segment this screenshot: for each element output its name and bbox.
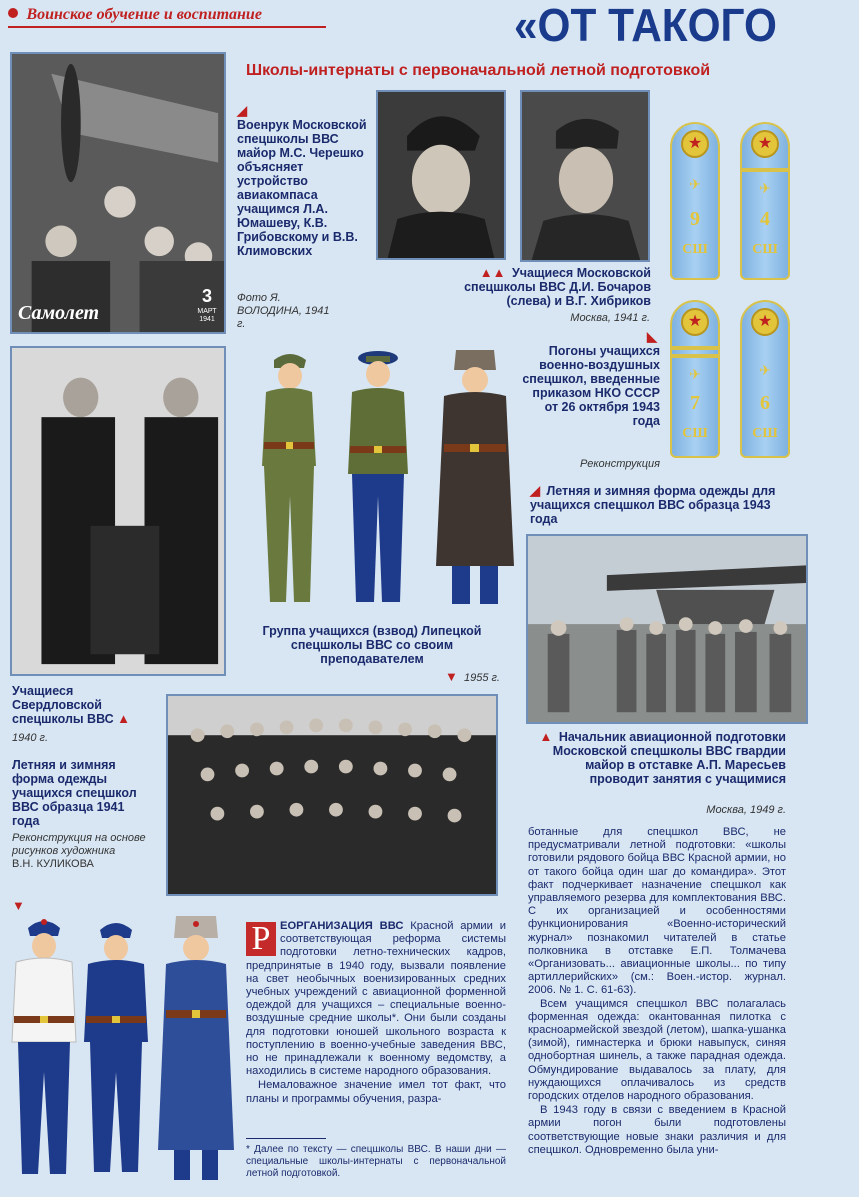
strap-label: СШ bbox=[682, 242, 708, 257]
caption-military-instructor: ◢ Военрук Московской спецшколы ВВС майор М.С. Черешко объясняет устройство авиакомпаса учащимся Л.А. Юмашеву, К.В. Грибовскому и В.В. Климовских bbox=[237, 103, 367, 258]
figure-summer-1941-drawing bbox=[8, 912, 80, 1182]
article-col2-p3: В 1943 году в связи с введением в Красной армии погон были подготовлены соответствующие новые знаки различия и для спецшкол. Одновременно была уни- bbox=[528, 1104, 786, 1156]
caption-uniform-1941: Летняя и зимняя форма одежды учащихся спецшкол ВВС образца 1941 года bbox=[12, 758, 137, 828]
article-lead: ЕОРГАНИЗАЦИЯ ВВС bbox=[280, 920, 404, 932]
figure-winter-1941-drawing bbox=[156, 910, 236, 1186]
wings-icon: ✈ bbox=[759, 180, 771, 196]
wings-icon: ✈ bbox=[759, 362, 771, 378]
figure-parade-1943-drawing bbox=[336, 346, 420, 610]
cover-logo: Самолет bbox=[18, 302, 100, 324]
star-icon: ★ bbox=[681, 308, 709, 336]
caption-students-moscow: ▲▲ Учащиеся Московской спецшколы ВВС Д.И. Бочаров (слева) и В.Г. Хибриков bbox=[464, 265, 651, 308]
caption-sverdlovsk: Учащиеся Свердловской спецшколы ВВС ▲ bbox=[12, 684, 131, 726]
caption-lipetsk: Группа учащихся (взвод) Липецкой спецшколы ВВС со своим преподавателем bbox=[262, 624, 482, 666]
portrait-bocharov bbox=[376, 90, 506, 260]
strap-number: 6 bbox=[760, 392, 770, 414]
pointer-down-icon: ▼ bbox=[12, 898, 25, 913]
portrait-bocharov-drawing bbox=[378, 92, 504, 258]
shoulder-strap-7 bbox=[670, 300, 720, 458]
section-title: Воинское обучение и воспитание bbox=[26, 6, 262, 23]
strap-label: СШ bbox=[752, 242, 778, 257]
credit-photo: Фото Я. ВОЛОДИНА, 1941 г. bbox=[237, 292, 330, 330]
photo-sverdlovsk-students bbox=[10, 346, 226, 676]
caption-shoulder-straps: ◣ Погоны учащихся военно-воздушных спецшкол, введенные приказом НКО СССР от 26 октября 1943 года bbox=[522, 329, 660, 428]
section-bullet-icon bbox=[8, 8, 18, 18]
article-col1-p1: Красной армии и соответствующая реформа системы подготовки летно-технических кадров, предпринятые в 1940 году, вызвали появление на свет необычных военизированных средних учебных учреждений с авиационной форменной одеждой для учащихся – специальные военно-воздушные средние школы*. Они были созданы для подготовки юношей школьного возраста к поступлению в военно-учебные заведения ВВС, но не принадлежали к военному ведомству, а находились в системе народного образования. bbox=[246, 920, 506, 1078]
star-icon: ★ bbox=[751, 308, 779, 336]
pointer-up-icon: ▲ bbox=[117, 711, 131, 726]
photo-lipetsk-group bbox=[166, 694, 498, 896]
note-moscow-1949: Москва, 1949 г. bbox=[706, 804, 786, 816]
cover-photo-drawing bbox=[12, 54, 224, 332]
strap-bar bbox=[672, 354, 718, 358]
wings-icon: ✈ bbox=[689, 366, 701, 382]
magazine-cover-photo bbox=[10, 52, 226, 334]
article-col2-p2: Всем учащимся спецшкол ВВС полагалась форменная одежда: окантованная пилотка с красноармейской звездой (летом), шапка-ушанка (зимой), гимнастерка и брюки навыпуск, синяя однобортная шинель, а также парадная одежда. Обмундирование выдавалось за плату, для нуждающихся оплачивалось из средств городских отделов народного образования. bbox=[528, 997, 786, 1103]
article-col2-p1: ботанные для спецшкол ВВС, не предусматривали летной подготовки: «школы готовили рядового бойца ВВС Красной армии, но от такого бойца один шаг до командира». Этот факт подчеркивает назначение спецшкол как управляемого резерва для комплектования ВВС. С их организацией и особенностями функционирования «Военно-исторический журнал» познакомил читателей в статье полковника в отставке Е.П. Толмачева «Организовать... авиационные школы... по типу артиллерийских» (см.: Воен.-истор. журнал. 2006. № 1. С. 61-63). bbox=[528, 826, 786, 997]
figure-summer-1943-drawing bbox=[250, 346, 328, 610]
pointer-up-icon: ▲▲ bbox=[479, 265, 506, 280]
note-reconstruction-artist: Реконструкция на основе рисунков художника В.Н. КУЛИКОВА bbox=[12, 832, 146, 870]
portrait-khibrikov-drawing bbox=[522, 92, 648, 260]
figure-uniform-winter-1943 bbox=[430, 346, 520, 610]
sverdlovsk-photo-drawing bbox=[12, 348, 224, 674]
page-title: «ОТ ТАКОГО bbox=[514, 0, 777, 51]
pointer-down-icon: ▼ bbox=[445, 669, 458, 684]
article-footnote: * Далее по тексту — спецшколы ВВС. В наши дни — специальные школы-интернаты с первоначальной летной подготовкой. bbox=[246, 1144, 506, 1179]
figure-uniform-winter-1941 bbox=[156, 910, 236, 1186]
dropcap-letter: Р bbox=[246, 922, 276, 956]
star-icon: ★ bbox=[681, 130, 709, 158]
caption-maresyev: ▲ Начальник авиационной подготовки Московской спецшколы ВВС гвардии майор в отставке А.П. Маресьев проводит занятия с учащимися bbox=[539, 729, 786, 786]
note-1940: 1940 г. bbox=[12, 732, 49, 744]
figure-uniform-summer-1941 bbox=[8, 912, 80, 1182]
figure-parade-1941-drawing bbox=[80, 916, 152, 1178]
pointer-left-icon: ◢ bbox=[530, 483, 540, 498]
group-photo-drawing bbox=[168, 696, 496, 894]
cover-issue-date: МАРТ 1941 bbox=[197, 308, 217, 323]
figure-uniform-summer-1943 bbox=[250, 346, 328, 610]
shoulder-strap-4 bbox=[740, 122, 790, 280]
strap-label: СШ bbox=[752, 426, 778, 441]
strap-label: СШ bbox=[682, 426, 708, 441]
caption-uniform-1943: ◢ Летняя и зимняя форма одежды для учащихся спецшкол ВВС образца 1943 года bbox=[530, 483, 776, 526]
article-col1-p2: Немаловажное значение имел тот факт, что планы и программы обучения, разра- bbox=[246, 1079, 506, 1105]
note-reconstruction: Реконструкция bbox=[580, 458, 660, 470]
wings-icon: ✈ bbox=[689, 176, 701, 192]
strap-bar bbox=[672, 346, 718, 350]
strap-number: 4 bbox=[760, 208, 770, 230]
strap-number: 7 bbox=[690, 392, 700, 414]
article-column-1 bbox=[246, 920, 506, 1107]
pointer-up-icon: ▲ bbox=[539, 729, 553, 744]
figure-uniform-parade-1941 bbox=[80, 916, 152, 1178]
section-label bbox=[8, 6, 326, 28]
pointer-right-icon: ◣ bbox=[647, 329, 657, 344]
note-moscow-1941: Москва, 1941 г. bbox=[570, 312, 650, 324]
page-subtitle: Школы-интернаты с первоначальной летной подготовкой bbox=[246, 62, 711, 79]
strap-bar bbox=[742, 168, 788, 172]
portrait-khibrikov bbox=[520, 90, 650, 262]
footnote-divider bbox=[246, 1138, 326, 1139]
strap-number: 9 bbox=[690, 208, 700, 230]
shoulder-strap-6 bbox=[740, 300, 790, 458]
figure-winter-1943-drawing bbox=[430, 346, 520, 610]
shoulder-strap-9 bbox=[670, 122, 720, 280]
figure-uniform-parade-1943 bbox=[336, 346, 420, 610]
star-icon: ★ bbox=[751, 130, 779, 158]
airfield-photo-drawing bbox=[528, 536, 806, 722]
pointer-left-icon: ◢ bbox=[237, 103, 247, 118]
note-1955: ▼ 1955 г. bbox=[445, 669, 500, 684]
article-column-2 bbox=[528, 826, 786, 1158]
cover-issue-number: 3 bbox=[202, 286, 213, 306]
photo-airfield-maresyev bbox=[526, 534, 808, 724]
